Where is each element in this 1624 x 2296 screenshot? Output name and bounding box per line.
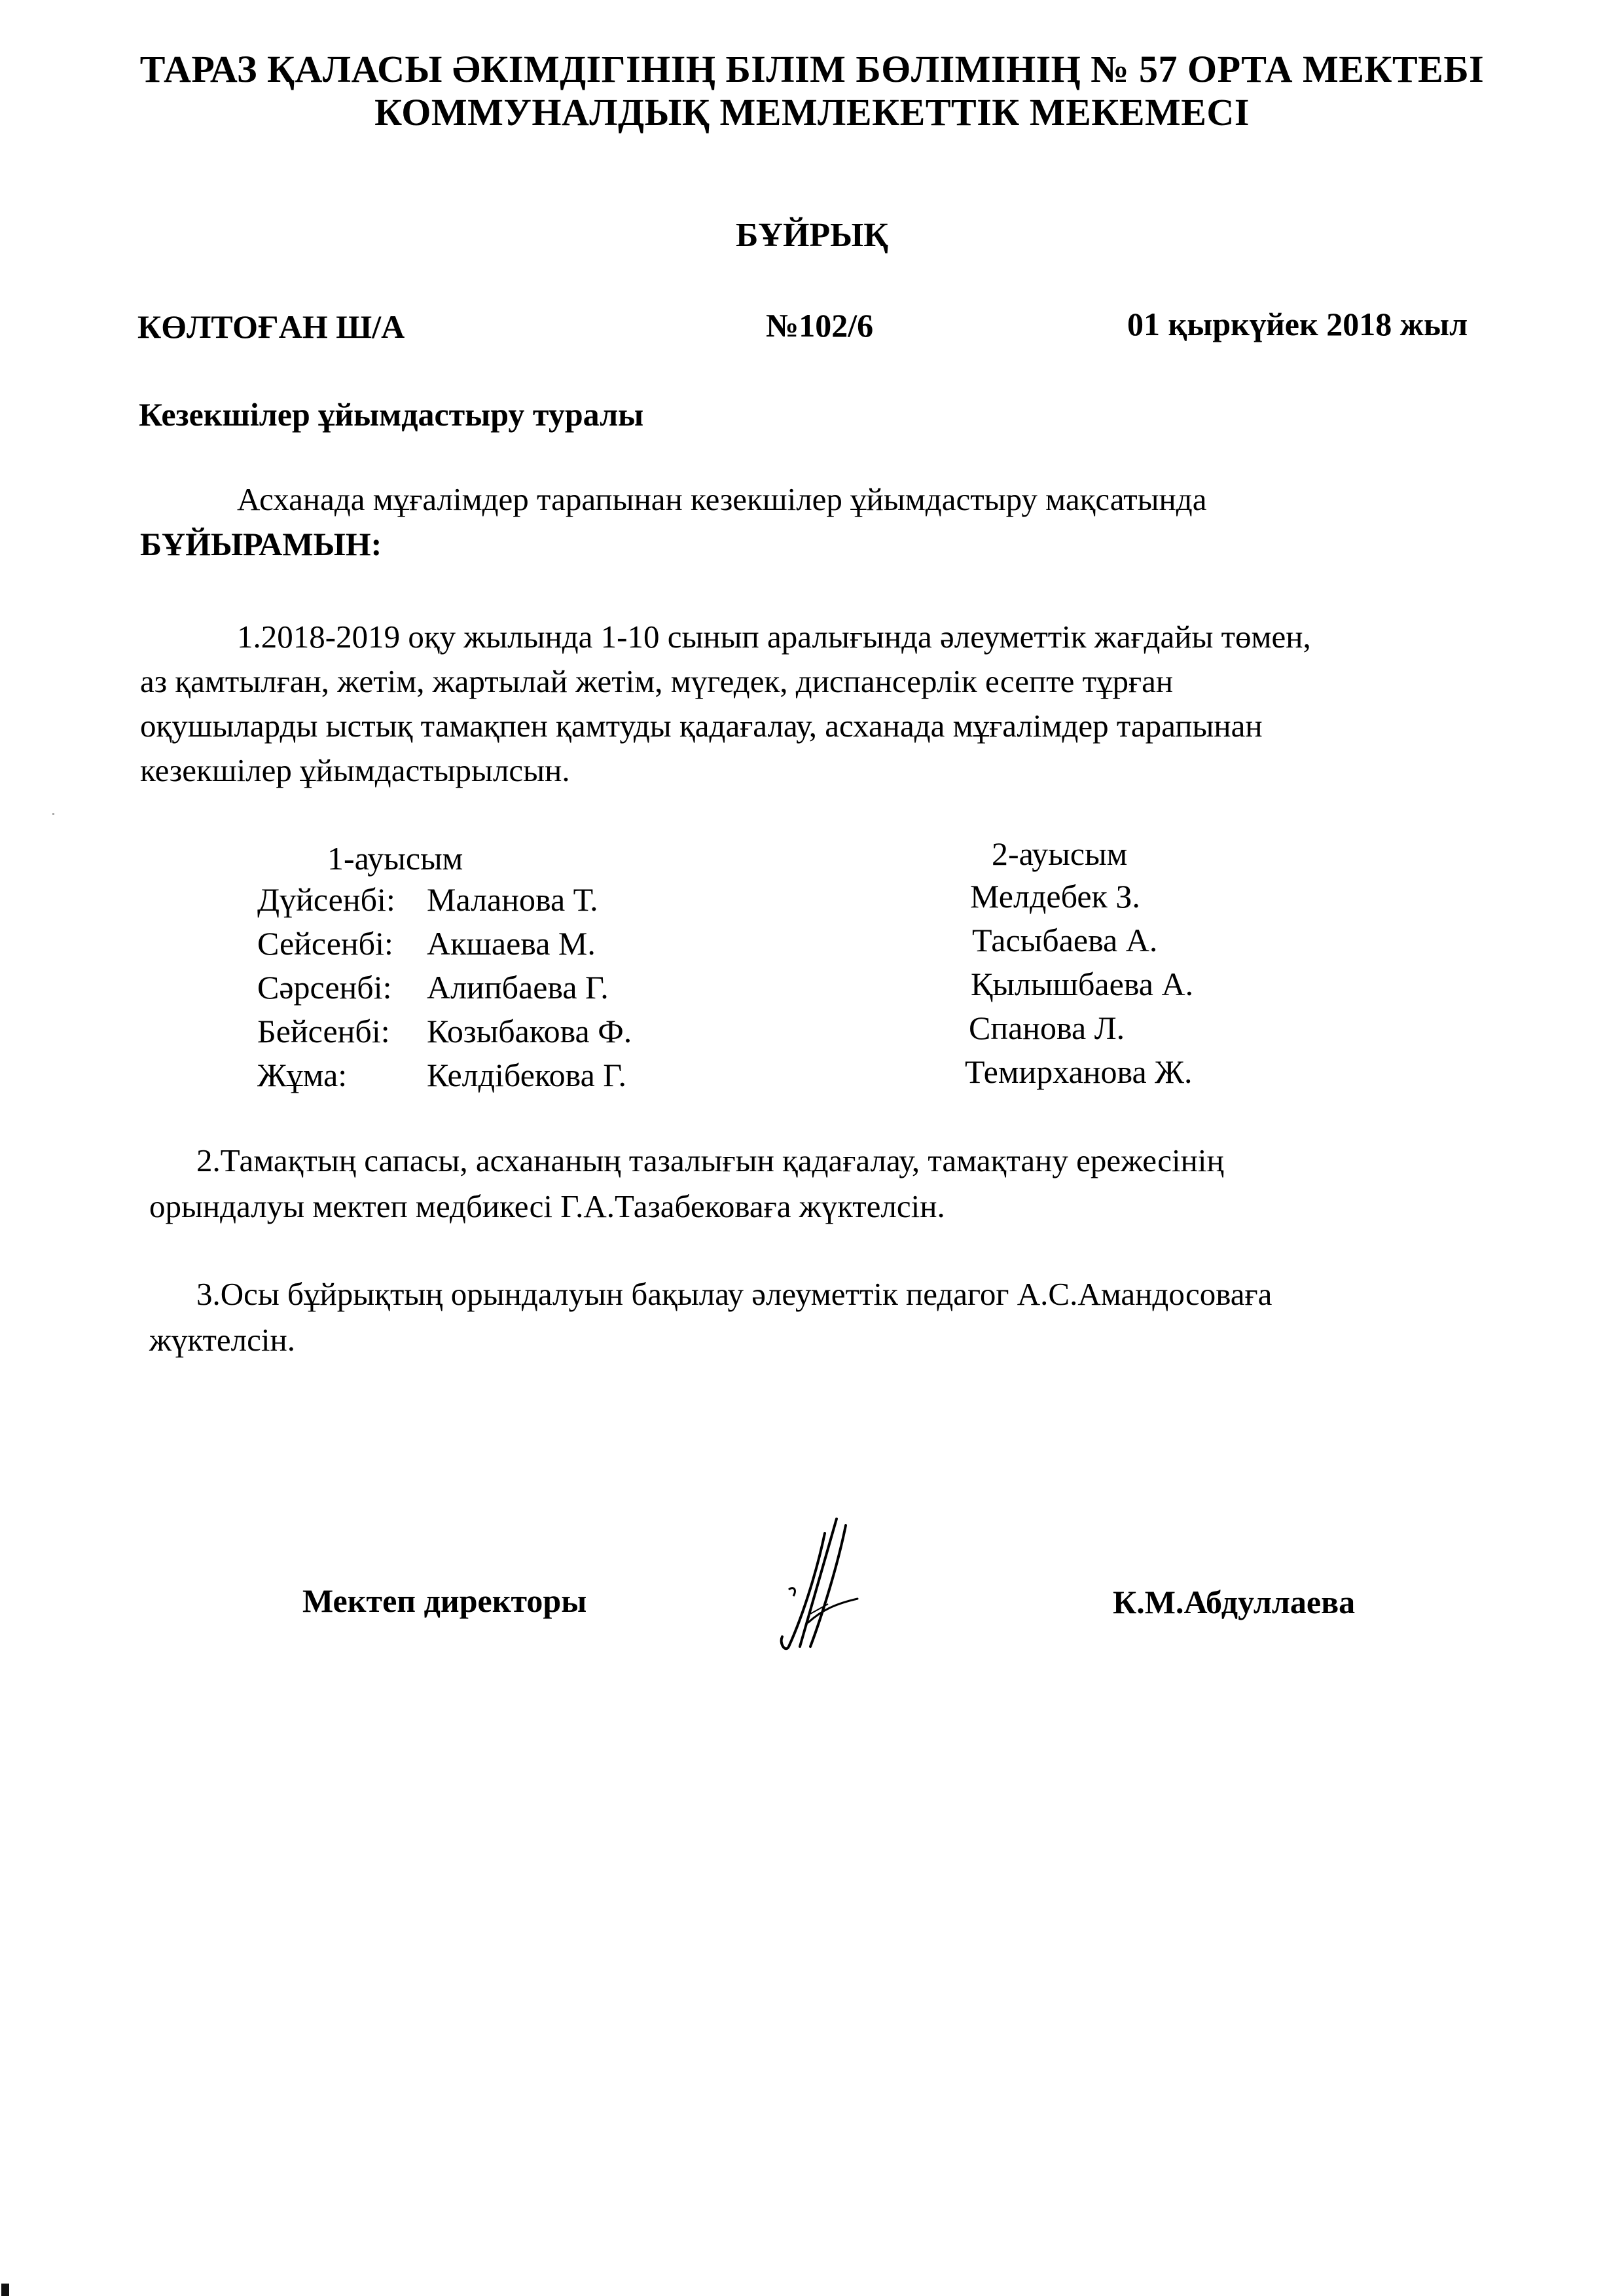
schedule-day: Бейсенбі:	[257, 1013, 390, 1049]
item-line: 3.Осы бұйрықтың орындалуын бақылау әлеуметтік педагог А.С.Амандосоваға	[196, 1276, 1272, 1312]
item-line: кезекшілер ұйымдастырылсын.	[140, 752, 570, 788]
order-number: №102/6	[766, 307, 874, 344]
preamble-text: Асханада мұғалімдер тарапынан кезекшілер ұйымдастыру мақсатында	[237, 481, 1207, 517]
schedule-shift2-name: Мелдебек З.	[970, 878, 1140, 915]
item-line: орындалуы мектеп медбикесі Г.А.Тазабековаға жүктелсін.	[149, 1188, 945, 1224]
schedule-shift1-name: Келдібекова Г.	[427, 1057, 627, 1093]
item-line: 1.2018-2019 оқу жылында 1-10 сынып аралығында әлеуметтік жағдайы төмен,	[237, 619, 1311, 655]
order-subject: Кезекшілер ұйымдастыру туралы	[139, 396, 644, 433]
schedule-day: Жұма:	[257, 1057, 348, 1093]
shift1-header: 1-ауысым	[327, 840, 463, 877]
schedule-shift1-name: Маланова Т.	[427, 881, 598, 918]
schedule-shift2-name: Тасыбаева А.	[972, 922, 1158, 958]
order-date: 01 қыркүйек 2018 жыл	[1127, 306, 1468, 342]
item-line: жүктелсін.	[149, 1322, 295, 1358]
schedule-shift1-name: Алипбаева Г.	[427, 969, 609, 1006]
institution-name-line2: КОММУНАЛДЫҚ МЕМЛЕКЕТТІК МЕКЕМЕСІ	[374, 91, 1250, 134]
shift2-header: 2-ауысым	[992, 835, 1128, 872]
document-type: БҰЙРЫҚ	[736, 217, 888, 254]
scan-edge-mark	[1, 2284, 9, 2296]
signatory-title: Мектеп директоры	[302, 1582, 587, 1619]
item-line: аз қамтылған, жетім, жартылай жетім, мүгедек, диспансерлік есепте тұрған	[140, 663, 1174, 699]
schedule-shift1-name: Акшаева М.	[427, 925, 596, 962]
order-place: КӨЛТОҒАН Ш/А	[137, 308, 405, 345]
schedule-day: Дүйсенбі:	[257, 881, 395, 918]
institution-name-line1: ТАРАЗ ҚАЛАСЫ ӘКІМДІГІНІҢ БІЛІМ БӨЛІМІНІҢ № 57 ОРТА МЕКТЕБІ	[139, 48, 1485, 90]
signatory-name: К.М.Абдуллаева	[1113, 1584, 1356, 1620]
scan-speck	[52, 813, 54, 815]
directive-word: БҰЙЫРАМЫН:	[140, 526, 382, 562]
schedule-shift2-name: Темирханова Ж.	[965, 1053, 1193, 1090]
schedule-day: Сәрсенбі:	[257, 969, 392, 1006]
handwritten-signature	[759, 1512, 929, 1663]
schedule-shift2-name: Қылышбаева А.	[971, 966, 1194, 1002]
schedule-shift2-name: Спанова Л.	[969, 1010, 1125, 1046]
schedule-day: Сейсенбі:	[257, 925, 393, 962]
item-line: 2.Тамақтың сапасы, асхананың тазалығын қадағалау, тамақтану ережесінің	[196, 1142, 1224, 1178]
schedule-shift1-name: Козыбакова Ф.	[427, 1013, 632, 1049]
item-line: оқушыларды ыстық тамақпен қамтуды қадағалау, асханада мұғалімдер тарапынан	[140, 708, 1263, 744]
